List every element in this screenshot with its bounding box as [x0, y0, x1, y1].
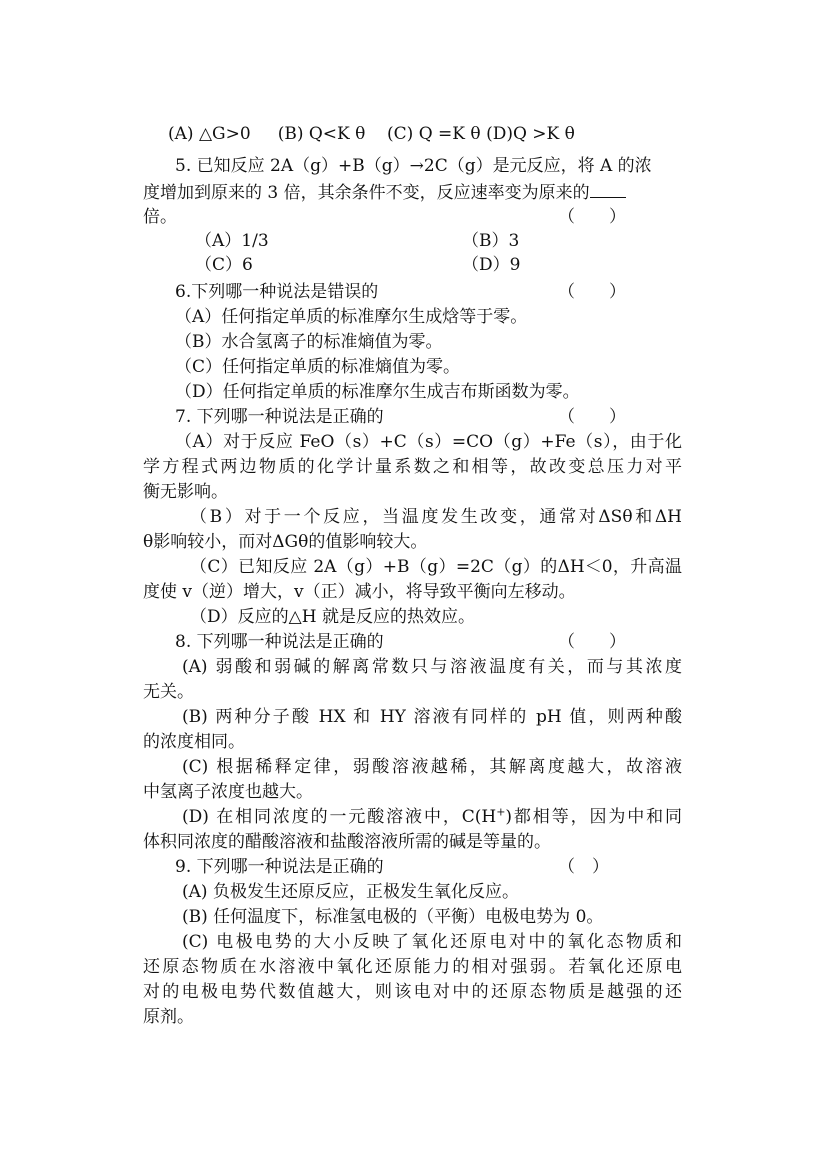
q7-option-d-line-1 [190, 605, 475, 629]
q7-option-b-line-1 [190, 505, 682, 529]
q7-option-b-letter: （B） [190, 507, 245, 527]
q5-answer-bracket: （ ） [558, 207, 626, 227]
q5-answer-blank [590, 181, 626, 198]
q8-option-c-line-1 [182, 755, 682, 779]
q6-option-a [175, 305, 527, 329]
q6-option-d [175, 380, 580, 404]
q5-stem-text-1: 已知反应 2A（g）+B（g）→2C（g）是元反应，将 A 的浓 [196, 156, 652, 176]
q6-option-d-letter: （D） [175, 382, 223, 402]
q6-option-c [175, 355, 460, 379]
q9-number: 9. [175, 857, 192, 877]
q5-option-d-letter: （D） [462, 255, 510, 275]
q8-option-a-letter: (A) [182, 657, 208, 677]
q4-option-b-letter: (B) [277, 124, 304, 144]
q4-option-d-text: Q >K θ [512, 124, 575, 144]
q6-option-c-letter: （C） [175, 357, 223, 377]
q7-option-c-line-1 [190, 555, 682, 579]
q6-number: 6. [175, 282, 192, 302]
q4-option-d-letter: (D) [486, 124, 513, 144]
q9-option-c-line-2: 还原态物质在水溶液中氧化还原能力的相对强弱。若氧化还原电 [143, 957, 682, 977]
q8-option-c-line-2: 中氢离子浓度也越大。 [143, 782, 313, 802]
q5-stem-line-2 [143, 181, 626, 205]
q6-stem-text: 下列哪一种说法是错误的 [191, 282, 379, 302]
q9-option-a-text: 负极发生还原反应，正极发生氧化反应。 [212, 882, 519, 902]
q9-option-c-line-3: 对的电极电势代数值越大，则该电对中的还原态物质是越强的还 [143, 982, 682, 1002]
q6-option-b [175, 330, 443, 354]
q5-option-c-letter: （C） [195, 255, 243, 275]
q4-option-a-letter: (A) [168, 124, 194, 144]
q7-answer-bracket: （ ） [558, 407, 626, 427]
q5-stem-line-3 [143, 205, 177, 229]
q6-option-a-letter: （A） [175, 307, 222, 327]
q8-option-b-line-1 [182, 705, 682, 729]
q9-option-b [182, 905, 603, 929]
q8-option-a-line-2: 无关。 [143, 682, 194, 702]
q9-option-c-letter: (C) [182, 932, 209, 952]
q5-stem-text-2: 度增加到原来的 3 倍，其余条件不变，反应速率变为原来的 [143, 183, 590, 203]
q5-option-c [195, 253, 253, 277]
q5-option-a-text: 1/3 [241, 231, 269, 251]
q6-stem [175, 280, 378, 304]
q5-option-b-text: 3 [508, 231, 520, 251]
q8-option-c-letter: (C) [182, 757, 209, 777]
q4-options [168, 122, 575, 146]
hydrogen-ion-superscript: + [496, 805, 506, 819]
q8-option-d-text-pre: 在相同浓度的一元酸溶液中，C(H [216, 807, 497, 827]
q5-option-b-letter: （B） [462, 231, 509, 251]
q5-option-d-text: 9 [509, 255, 521, 275]
q8-option-a-text-1: 弱酸和弱碱的解离常数只与溶液温度有关，而与其浓度 [215, 657, 683, 677]
q8-option-c-text-1: 根据稀释定律，弱酸溶液越稀，其解离度越大，故溶液 [216, 757, 683, 777]
q7-option-c-letter: （C） [190, 557, 239, 577]
q6-answer-bracket: （ ） [558, 282, 626, 302]
q9-option-a-letter: (A) [182, 882, 208, 902]
q8-option-d-line-1 [182, 805, 682, 829]
q5-stem-text-3: 倍。 [143, 207, 177, 227]
q5-option-c-text: 6 [242, 255, 253, 275]
q4-option-c-text: Q =K θ [418, 124, 481, 144]
q5-option-b [462, 229, 519, 253]
q9-option-b-text: 任何温度下，标准氢电极的（平衡）电极电势为 0。 [213, 907, 604, 927]
q5-stem-line-1 [175, 154, 652, 178]
q5-option-a [195, 229, 269, 253]
q5-number: 5. [175, 156, 192, 176]
q4-option-c-letter: (C) [387, 124, 414, 144]
q7-option-a-text-1: 对于反应 FeO（s）+C（s）=CO（g）+Fe（s），由于化 [223, 432, 682, 452]
q4-option-a-text: △G>0 [198, 124, 251, 144]
q8-answer-bracket: （ ） [558, 632, 626, 652]
q8-option-d-letter: (D) [182, 807, 209, 827]
q7-option-a-line-3: 衡无影响。 [143, 482, 228, 502]
q9-option-c-text-1: 电极电势的大小反映了氧化还原电对中的氧化态物质和 [216, 932, 683, 952]
q9-option-a [182, 880, 519, 904]
q9-stem-text: 下列哪一种说法是正确的 [196, 857, 384, 877]
q7-option-b-text-1: 对于一个反应，当温度发生改变，通常对ΔSθ和ΔH [244, 507, 682, 527]
q7-option-a-line-2: 学方程式两边物质的化学计量系数之和相等，故改变总压力对平 [143, 457, 682, 477]
q8-option-a-line-1 [182, 655, 682, 679]
q7-option-a-line-1 [175, 430, 682, 454]
q7-stem [175, 405, 384, 429]
q7-option-d-text-1: 反应的△H 就是反应的热效应。 [237, 607, 475, 627]
q8-option-b-line-2: 的浓度相同。 [143, 732, 245, 752]
q5-option-d [462, 253, 520, 277]
q4-option-b-text: Q<K θ [308, 124, 366, 144]
q6-option-b-letter: （B） [175, 332, 222, 352]
q8-option-d-line-2: 体积同浓度的醋酸溶液和盐酸溶液所需的碱是等量的。 [143, 832, 551, 852]
q8-option-b-text-1: 两种分子酸 HX 和 HY 溶液有同样的 pH 值，则两种酸 [215, 707, 682, 727]
q9-stem [175, 855, 384, 879]
q7-option-a-letter: （A） [175, 432, 224, 452]
q9-option-b-letter: (B) [182, 907, 208, 927]
q8-option-b-letter: (B) [182, 707, 208, 727]
q8-number: 8. [175, 632, 192, 652]
q6-option-c-text: 任何指定单质的标准熵值为零。 [222, 357, 461, 377]
q9-answer-bracket: （ ） [558, 857, 609, 877]
q7-option-c-line-2: 度使 v（逆）增大，v（正）减小，将导致平衡向左移动。 [143, 582, 576, 602]
q6-option-d-text: 任何指定单质的标准摩尔生成吉布斯函数为零。 [222, 382, 580, 402]
q7-option-d-letter: （D） [190, 607, 238, 627]
q5-option-a-letter: （A） [195, 231, 242, 251]
q7-option-c-text-1: 已知反应 2A（g）+B（g）=2C（g）的ΔH＜0，升高温 [238, 557, 682, 577]
q8-stem-text: 下列哪一种说法是正确的 [196, 632, 384, 652]
q9-option-c-line-4: 原剂。 [143, 1007, 194, 1027]
q6-option-a-text: 任何指定单质的标准摩尔生成焓等于零。 [221, 307, 528, 327]
q7-stem-text: 下列哪一种说法是正确的 [196, 407, 384, 427]
q8-option-d-text-post: )都相等，因为中和同 [505, 807, 683, 827]
q6-option-b-text: 水合氢离子的标准熵值为零。 [221, 332, 443, 352]
q9-option-c-line-1 [182, 930, 682, 954]
q8-stem [175, 630, 384, 654]
q7-number: 7. [175, 407, 192, 427]
q7-option-b-line-2: θ影响较小，而对ΔGθ的值影响较大。 [143, 532, 428, 552]
